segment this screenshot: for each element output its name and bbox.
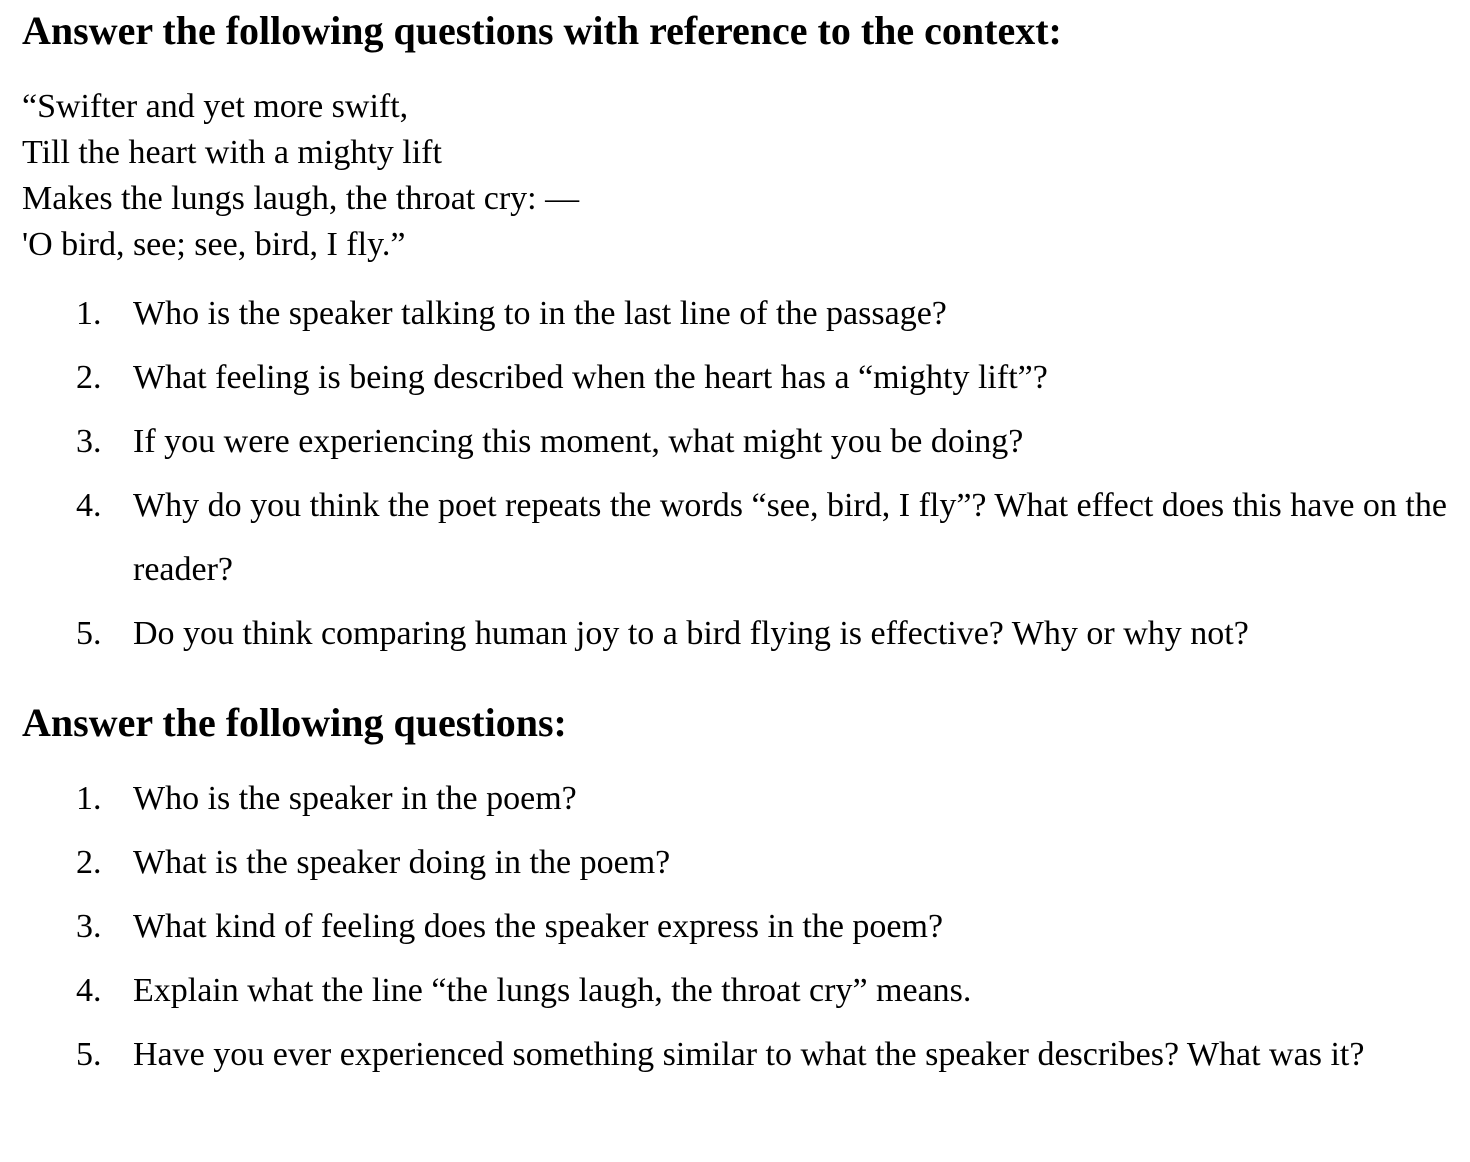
question-text: Have you ever experienced something similar to what the speaker describes? What was it? <box>133 1036 1365 1073</box>
poem-line: Till the heart with a mighty lift <box>22 134 442 171</box>
question-number: 3. <box>76 908 102 945</box>
question-item <box>0 959 1463 1023</box>
poem-line: 'O bird, see; see, bird, I fly.” <box>22 226 406 263</box>
question-item <box>0 831 1463 895</box>
question-number: 2. <box>76 844 102 881</box>
question-number: 4. <box>76 487 102 524</box>
question-text: Why do you think the poet repeats the words “see, bird, I fly”? What effect does this have on the reader? <box>133 487 1447 588</box>
poem-line: Makes the lungs laugh, the throat cry: — <box>22 180 580 217</box>
question-text: What kind of feeling does the speaker express in the poem? <box>133 908 944 945</box>
question-item <box>0 474 1463 602</box>
poem-line: “Swifter and yet more swift, <box>22 88 409 125</box>
question-text: Who is the speaker talking to in the last line of the passage? <box>133 295 947 332</box>
question-item <box>0 767 1463 831</box>
question-item <box>0 1023 1463 1087</box>
question-number: 1. <box>76 780 102 817</box>
question-item <box>0 410 1463 474</box>
question-text: What feeling is being described when the heart has a “mighty lift”? <box>133 359 1048 396</box>
context-question-list <box>0 282 1463 666</box>
question-number: 3. <box>76 423 102 460</box>
question-number: 5. <box>76 1036 102 1073</box>
poem-excerpt <box>22 84 579 268</box>
general-question-list <box>0 767 1463 1087</box>
question-item <box>0 282 1463 346</box>
question-number: 5. <box>76 615 102 652</box>
question-text: Do you think comparing human joy to a bird flying is effective? Why or why not? <box>133 615 1249 652</box>
question-item <box>0 895 1463 959</box>
question-number: 1. <box>76 295 102 332</box>
context-section-heading: Answer the following questions with reference to the context: <box>22 8 1062 53</box>
question-text: Explain what the line “the lungs laugh, the throat cry” means. <box>133 972 972 1009</box>
question-text: What is the speaker doing in the poem? <box>133 844 671 881</box>
question-item <box>0 602 1463 666</box>
question-text: Who is the speaker in the poem? <box>133 780 577 817</box>
question-item <box>0 346 1463 410</box>
general-section-heading: Answer the following questions: <box>22 700 567 745</box>
question-number: 4. <box>76 972 102 1009</box>
question-number: 2. <box>76 359 102 396</box>
question-text: If you were experiencing this moment, what might you be doing? <box>133 423 1024 460</box>
